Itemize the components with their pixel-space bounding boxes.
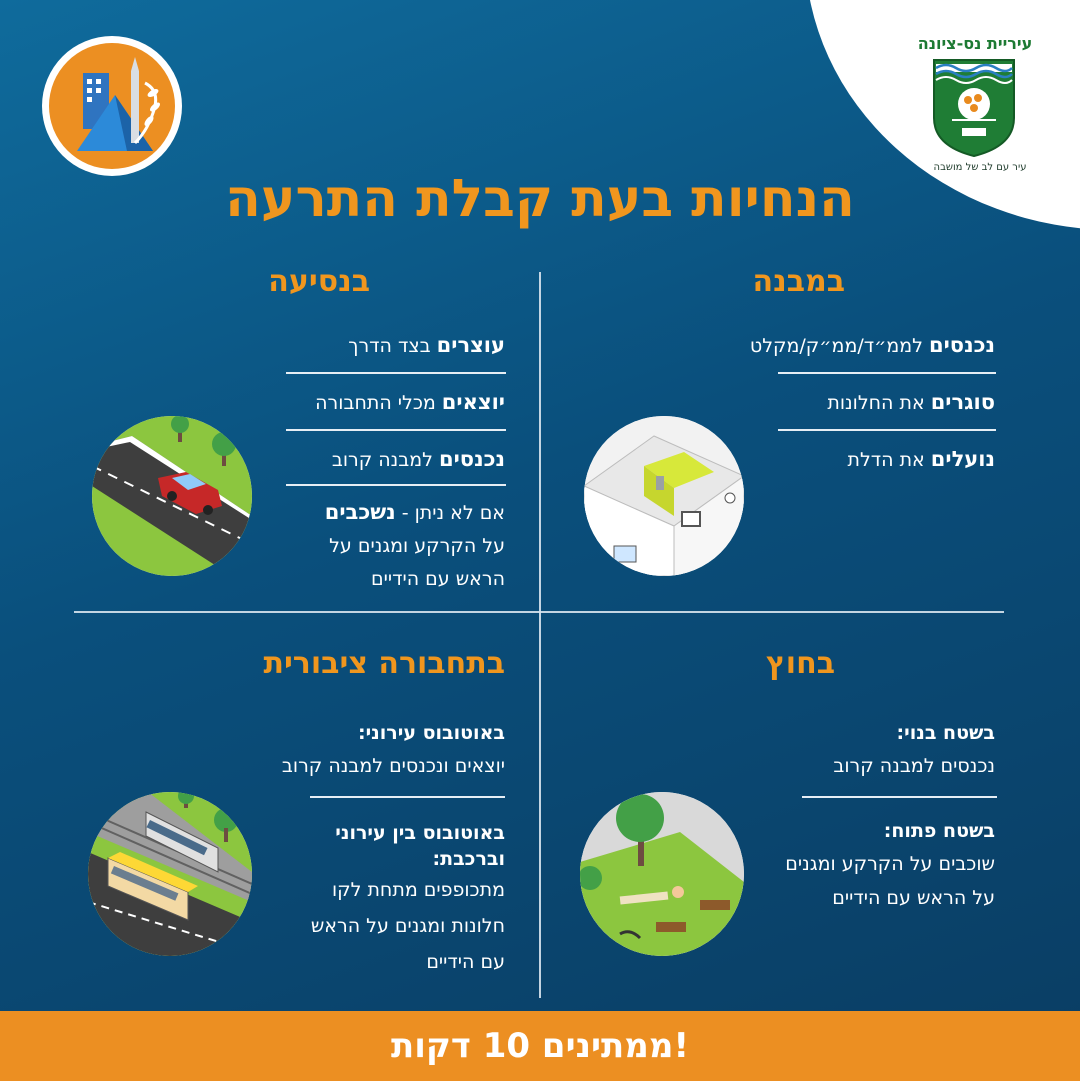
city-crest-icon [932, 58, 1016, 158]
transit-citybus-head: באוטובוס עירוני: [357, 722, 505, 744]
park-illustration [580, 792, 744, 956]
driving-item-enter [250, 447, 505, 471]
divider-horizontal [74, 611, 1004, 613]
transit-intercity-head2: וברכבת: [432, 848, 505, 870]
transit-intercity-line1: מתכופפים מתחת לקו [331, 879, 505, 901]
item-divider [310, 796, 505, 798]
city-slogan: עיר עם לב של מושבה [933, 162, 1027, 173]
building-illustration [584, 416, 744, 576]
building-item-lock [720, 447, 995, 471]
item-divider [286, 484, 506, 486]
item-bold: נכנסים [438, 447, 505, 471]
outside-open-line2: על הראש עם הידיים [832, 887, 995, 909]
item-bold: יוצאים [441, 390, 505, 414]
item-text: אם לא ניתן - [395, 502, 505, 524]
section-title-transit: בתחבורה ציבורית [263, 646, 505, 681]
driving-item-line2: על הקרקע ומגנים על [329, 535, 505, 557]
item-divider [286, 372, 506, 374]
building-item-close [720, 390, 995, 414]
divider-vertical [539, 272, 541, 998]
building-item-enter [720, 333, 995, 357]
bus-train-illustration [88, 792, 252, 956]
item-text: למבנה קרוב [331, 449, 433, 471]
page-title: הנחיות בעת קבלת התרעה [225, 169, 855, 229]
item-bold: נשכבים [324, 500, 396, 524]
outside-built-text: נכנסים למבנה קרוב [833, 755, 995, 777]
section-title-building: במבנה [752, 264, 845, 299]
item-bold: נכנסים [928, 333, 995, 357]
section-title-outside: בחוץ [765, 646, 835, 681]
item-bold: עוצרים [436, 333, 505, 357]
item-text: את הדלת [847, 449, 925, 471]
city-name: עיריית נס-ציונה [917, 34, 1033, 53]
transit-citybus-text: יוצאים ונכנסים למבנה קרוב [281, 755, 505, 777]
driving-item-stop [250, 333, 505, 357]
item-divider [802, 796, 997, 798]
item-divider [778, 429, 996, 431]
city-emblem-icon [42, 36, 182, 176]
driving-item-line3: הראש עם הידיים [370, 568, 505, 590]
footer-text: ממתינים 10 דקות! [391, 1026, 689, 1066]
item-text: לממ״ד/ממ״ק/מקלט [749, 335, 923, 357]
driving-item-lie-down [250, 500, 505, 524]
item-bold: נועלים [930, 447, 995, 471]
item-text: את החלונות [827, 392, 925, 414]
item-text: מכלי התחבורה [315, 392, 436, 414]
section-title-driving: בנסיעה [268, 264, 370, 299]
item-divider [778, 372, 996, 374]
car-road-illustration [92, 416, 252, 576]
transit-intercity-head1: באוטובוס בין עירוני [335, 822, 505, 844]
transit-intercity-line3: עם הידיים [426, 951, 505, 973]
driving-item-exit [250, 390, 505, 414]
item-text: בצד הדרך [348, 335, 431, 357]
outside-open-line1: שוכבים על הקרקע ומגנים [785, 853, 995, 875]
outside-built-head: בשטח בנוי: [896, 722, 995, 744]
transit-intercity-line2: חלונות ומגנים על הראש [310, 915, 505, 937]
item-divider [286, 429, 506, 431]
item-bold: סוגרים [930, 390, 995, 414]
outside-open-head: בשטח פתוח: [883, 820, 995, 842]
